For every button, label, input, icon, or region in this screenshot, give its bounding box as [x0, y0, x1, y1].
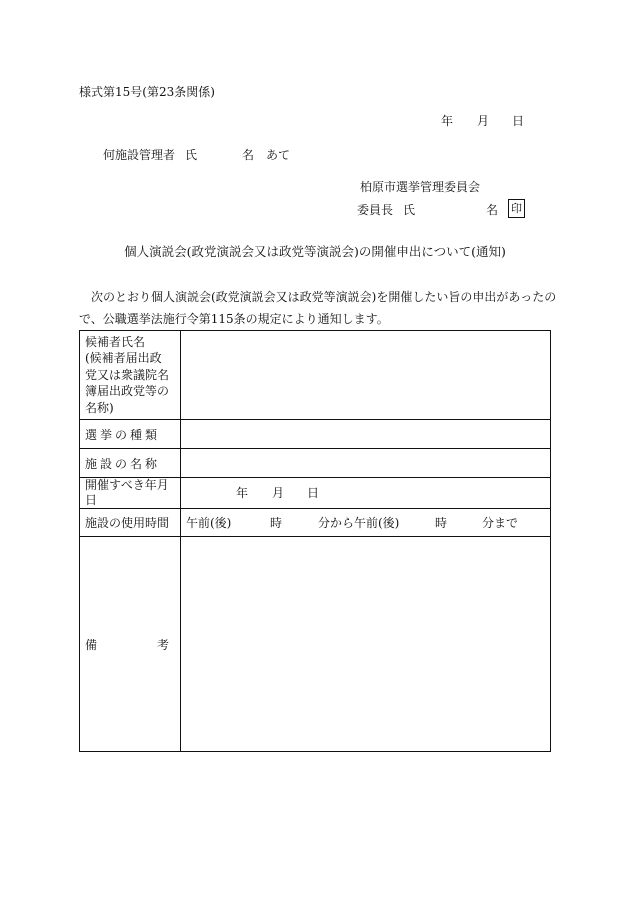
- event-date-field[interactable]: [181, 478, 551, 509]
- sender-organization: 柏原市選挙管理委員会: [360, 180, 481, 194]
- body-line-2: で、公職選挙法施行令第115条の規定により通知します。: [79, 312, 389, 326]
- event-date-label: [80, 478, 181, 509]
- table-row-event-date: [80, 478, 551, 509]
- body-text: [79, 286, 557, 330]
- candidate-label-line-4: 簿届出政党等の: [85, 384, 170, 399]
- candidate-label-line-3: 党又は衆議院名: [85, 367, 170, 382]
- seal-mark: 印: [508, 199, 525, 218]
- body-line-1: 次のとおり個人演説会(政党演説会又は政党等演説会)を開催したい旨の申出があったの: [91, 290, 557, 304]
- usage-time-min-from: 分から午前(後): [318, 516, 400, 530]
- remarks-label: [80, 537, 181, 752]
- event-date-month: 月: [272, 486, 285, 500]
- candidate-label-line-2: (候補者届出政: [85, 351, 162, 366]
- election-type-label: 選挙の種類: [80, 420, 181, 449]
- table-row-remarks: [80, 537, 551, 752]
- remarks-field[interactable]: [181, 537, 551, 752]
- date-month-label: 月: [477, 114, 490, 128]
- usage-time-label: 施設の使用時間: [80, 509, 181, 537]
- remarks-label-left: 備: [85, 637, 98, 652]
- event-date-label-line-2: 日: [85, 493, 98, 507]
- usage-time-ampm-from: 午前(後): [186, 516, 232, 530]
- sender-surname-label: 氏: [403, 203, 416, 217]
- addressee-given-label: 名: [242, 148, 255, 162]
- candidate-name-field[interactable]: [181, 331, 551, 420]
- table-row-usage-time: [80, 509, 551, 537]
- remarks-label-right: 考: [156, 637, 169, 652]
- candidate-name-label: [80, 331, 181, 420]
- usage-time-hour-to: 時: [435, 516, 448, 530]
- addressee-label: 何施設管理者: [103, 148, 176, 162]
- usage-time-field[interactable]: [181, 509, 551, 537]
- event-date-day: 日: [307, 486, 320, 500]
- usage-time-hour-from: 時: [270, 516, 283, 530]
- facility-name-label: 施設の名称: [80, 449, 181, 478]
- table-row-candidate: [80, 331, 551, 420]
- document-title: 個人演説会(政党演説会又は政党等演説会)の開催申出について(通知): [124, 244, 506, 259]
- form-number: 様式第15号(第23条関係): [79, 85, 215, 99]
- addressee-ate: あて: [266, 148, 291, 162]
- table-row-facility-name: [80, 449, 551, 478]
- addressee-surname-label: 氏: [185, 148, 198, 162]
- date-day-label: 日: [512, 114, 525, 128]
- event-date-label-line-1: 開催すべき年月: [85, 478, 169, 492]
- election-type-field[interactable]: [181, 420, 551, 449]
- date-year-label: 年: [441, 114, 454, 128]
- sender-title: 委員長: [357, 203, 394, 217]
- sender-given-label: 名: [486, 203, 499, 217]
- application-table: [79, 330, 551, 752]
- event-date-year: 年: [236, 486, 249, 500]
- candidate-label-line-1: 候補者氏名: [85, 334, 146, 349]
- facility-name-field[interactable]: [181, 449, 551, 478]
- table-row-election-type: [80, 420, 551, 449]
- candidate-label-line-5: 名称): [85, 400, 114, 415]
- usage-time-min-to: 分まで: [482, 516, 519, 530]
